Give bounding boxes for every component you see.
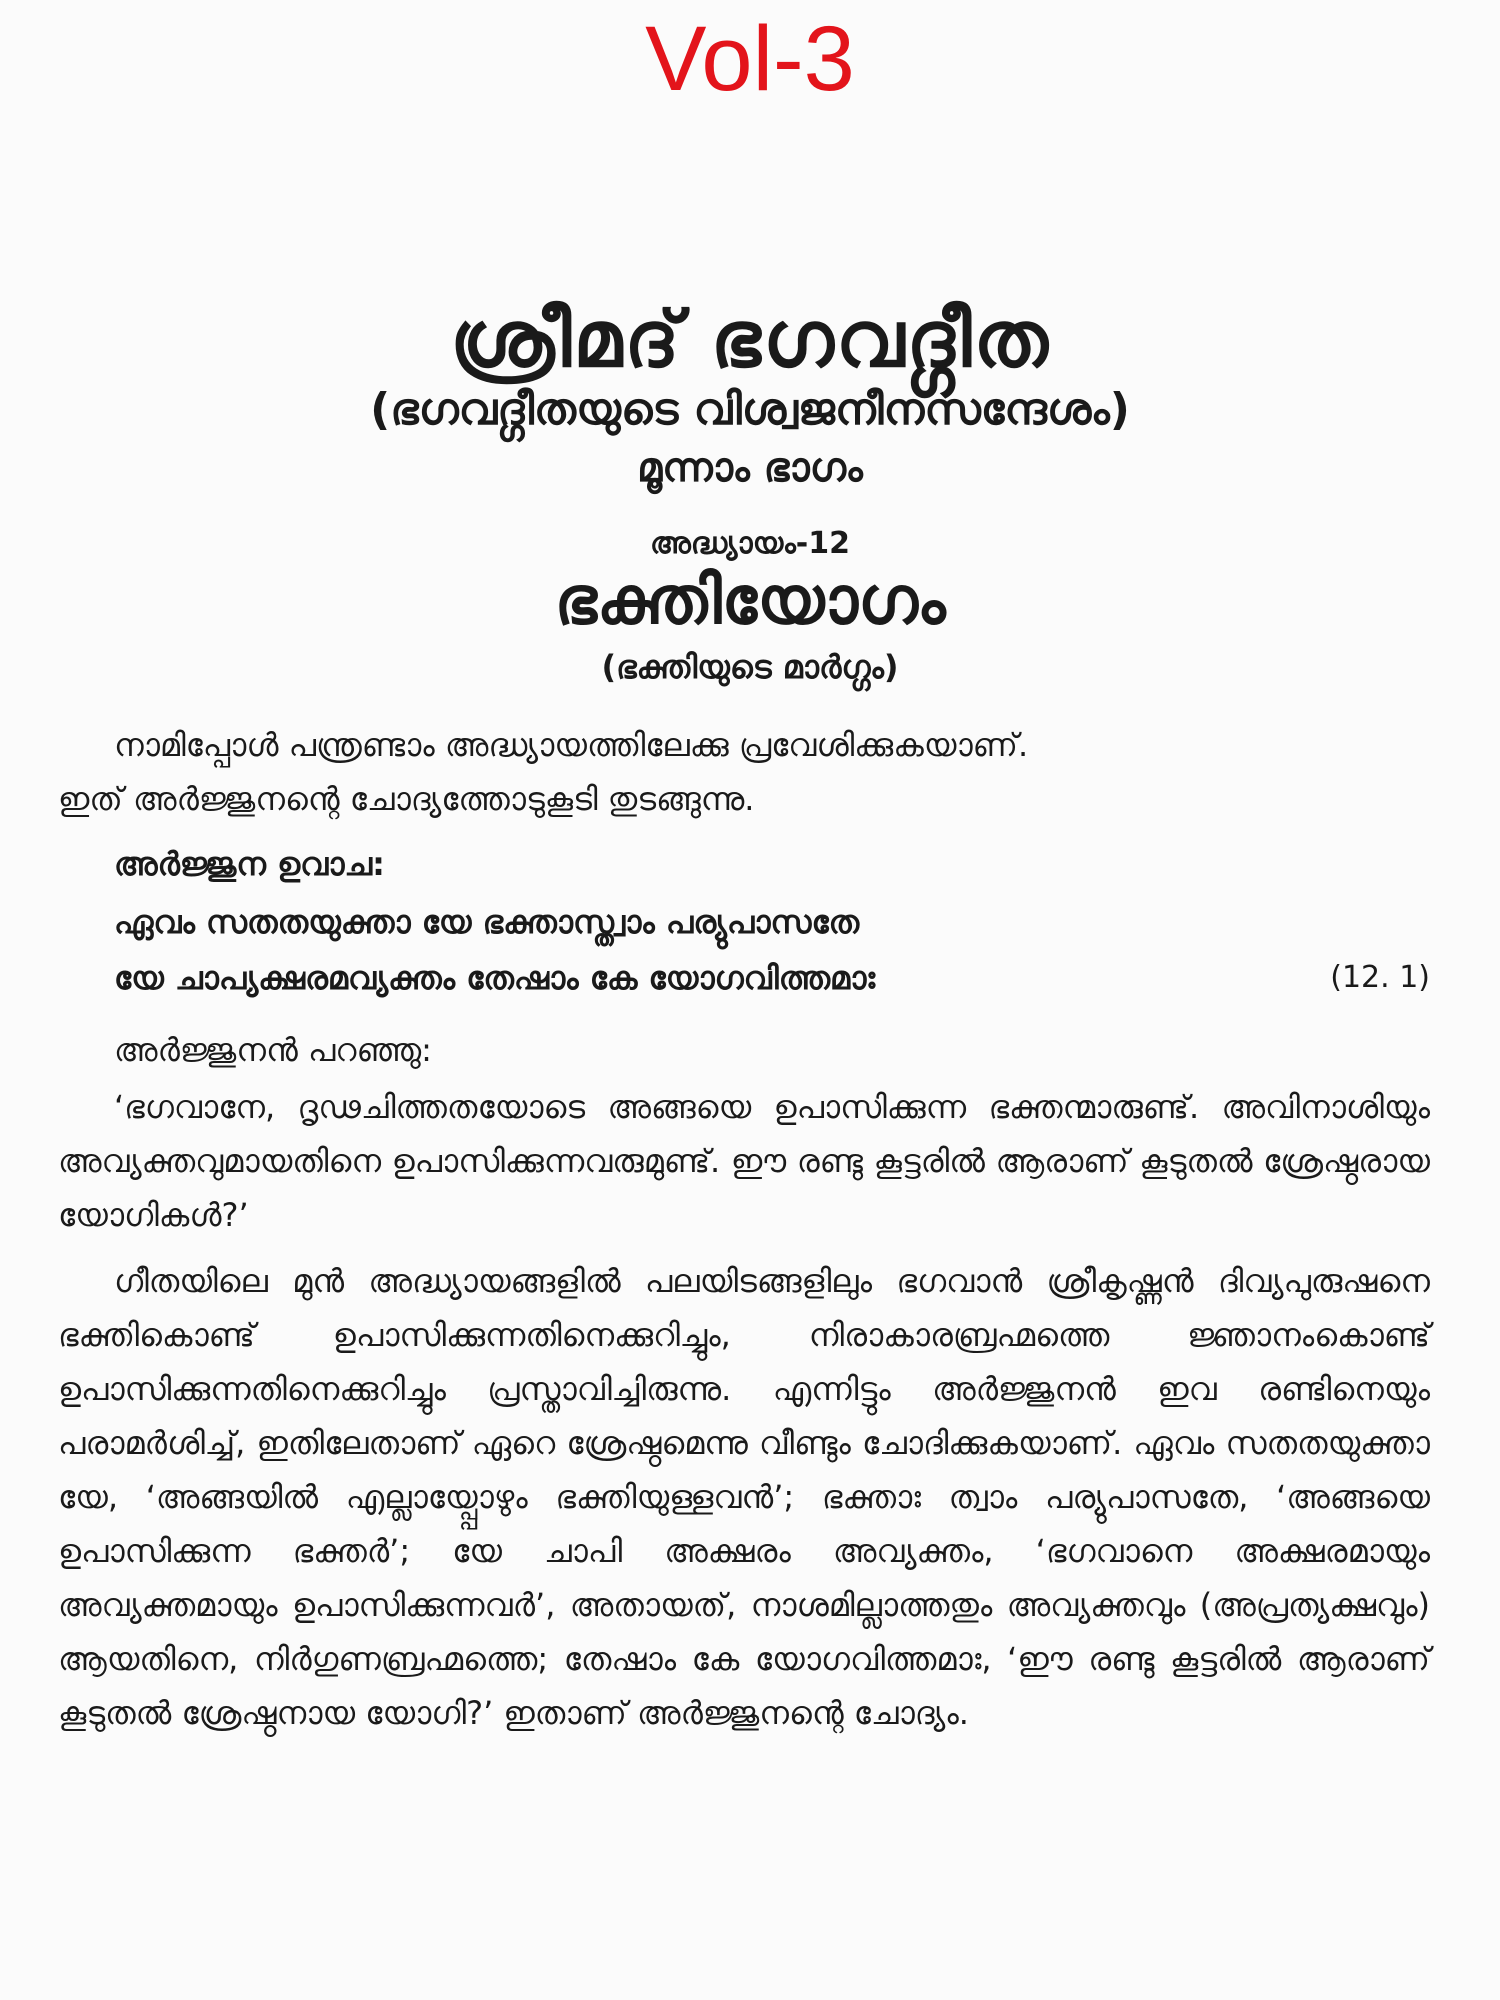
chapter-subtitle: (ഭക്തിയുടെ മാർഗ്ഗം) xyxy=(601,648,899,686)
verse-block xyxy=(58,834,1430,1006)
verse-heading: അർജ്ജുന ഉവാച: xyxy=(114,845,385,883)
commentary-paragraph: ഗീതയിലെ മുൻ അദ്ധ്യായങ്ങളിൽ പലയിടങ്ങളിലും ഭഗവാൻ ശ്രീകൃഷ്ണൻ ദിവ്യപുരുഷനെ ഭക്തികൊണ്ട് ഉപാസിക്കുന്നതിനെക്കുറിച്ചും, നിരാകാരബ്രഹ്മത്തെ ജ്ഞാനംകൊണ്ട് ഉപാസിക്കുന്നതിനെക്കുറിച്ചും പ്രസ്താവിച്ചിരുന്നു. എന്നിട്ടും അർജ്ജുനൻ ഇവ രണ്ടിനെയും പരാമർശിച്ച്, ഇതിലേതാണ് ഏറെ ശ്രേഷ്ഠമെന്നു വീണ്ടും ചോദിക്കുകയാണ്. ഏവം സതതയുക്താ യേ, ‘അങ്ങയിൽ എല്ലായ്പ്പോഴും ഭക്തിയുള്ളവൻ’; ഭക്താഃ ത്വാം പര്യുപാസതേ, ‘അങ്ങയെ ഉപാസിക്കുന്ന ഭക്തർ’; യേ ചാപി അക്ഷരം അവ്യക്തം, ‘ഭഗവാനെ അക്ഷരമായും അവ്യക്തമായും ഉപാസിക്കുന്നവർ’, അതായത്, നാശമില്ലാത്തതും അവ്യക്തവും (അപ്രത്യക്ഷവും) ആയതിനെ, നിർഗുണബ്രഹ്മത്തെ; തേഷാം കേ യോഗവിത്തമാഃ, ‘ഈ രണ്ടു കൂട്ടരിൽ ആരാണ് കൂടുതൽ ശ്രേഷ്ഠനായ യോഗി?’ ഇതാണ് അർജ്ജുനന്റെ ചോദ്യം. xyxy=(58,1262,1430,1732)
body-text xyxy=(58,718,1430,1740)
volume-label: Vol-3 xyxy=(645,8,855,110)
verse-line-2-container xyxy=(58,950,1430,1006)
verse-line-1: ഏവം സതതയുക്താ യേ ഭക്താസ്ത്വാം പര്യുപാസതേ xyxy=(114,903,860,941)
verse-line-2: യേ ചാപ്യക്ഷരമവ്യക്തം തേഷാം കേ യോഗവിത്തമാഃ xyxy=(114,959,876,997)
chapter-number: അദ്ധ്യായം-12 xyxy=(650,526,850,561)
chapter-title: ഭക്തിയോഗം xyxy=(554,562,946,639)
book-title: ശ്രീമദ് ഭഗവദ്ഗീത xyxy=(450,295,1050,385)
translation-paragraph: ‘ഭഗവാനേ, ദൃഢചിത്തതയോടെ അങ്ങയെ ഉപാസിക്കുന്ന ഭക്തന്മാരുണ്ട്. അവിനാശിയും അവ്യക്തവുമായതിനെ ഉപാസിക്കുന്നവരുമുണ്ട്. ഈ രണ്ടു കൂട്ടരിൽ ആരാണ് കൂടുതൽ ശ്രേഷ്ഠരായ യോഗികൾ?’ xyxy=(58,1088,1430,1234)
book-subtitle: (ഭഗവദ്ഗീതയുടെ വിശ്വജനീനസന്ദേശം) xyxy=(370,384,1130,435)
intro-line-1: നാമിപ്പോൾ പന്ത്രണ്ടാം അദ്ധ്യായത്തിലേക്കു പ്രവേശിക്കുകയാണ്. xyxy=(114,726,1029,764)
verse-reference: (12. 1) xyxy=(1330,960,1430,995)
intro-line-2: ഇത് അർജ്ജുനന്റെ ചോദ്യത്തോടുകൂടി തുടങ്ങുന്നു. xyxy=(58,780,755,818)
part-label: മൂന്നാം ഭാഗം xyxy=(637,445,863,491)
speaker-line: അർജ്ജുനൻ പറഞ്ഞു: xyxy=(114,1031,432,1069)
